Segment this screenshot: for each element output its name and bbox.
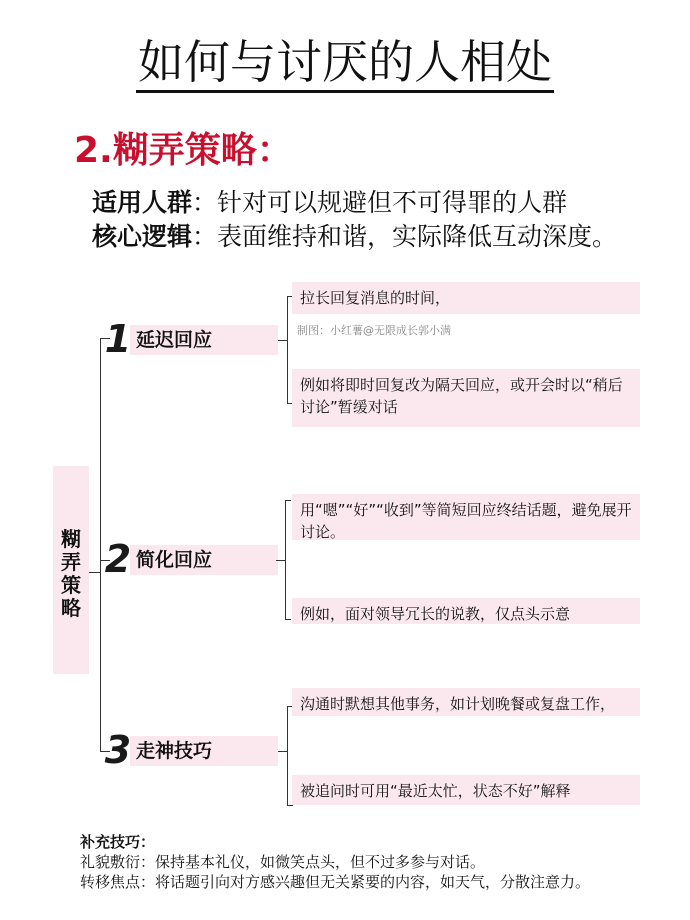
audience-text: ：针对可以规避但不可得罪的人群: [192, 188, 568, 217]
branch-2-bracket: [285, 500, 286, 620]
watermark: 制图：小红薯@无限成长郭小满: [297, 324, 451, 337]
root-node: [53, 466, 89, 674]
leaf-3b: 被追问时可用“最近太忙，状态不好”解释: [292, 775, 640, 805]
branch-2-tick-a: [285, 500, 291, 501]
supplement-heading: 补充技巧：: [80, 833, 156, 851]
branch-number: 2: [104, 537, 132, 581]
audience-label: 适用人群: [92, 188, 193, 217]
supplement-line: 礼貌敷衍：保持基本礼仪，如微笑点头，但不过多参与对话。: [80, 853, 486, 871]
logic-text: ：表面维持和谐，实际降低互动深度。: [192, 222, 618, 251]
leaf-2b: 例如，面对领导冗长的说教，仅点头示意: [292, 598, 640, 624]
logic-line: [92, 220, 617, 254]
branch-3: [104, 728, 276, 772]
trunk-line: [100, 338, 101, 752]
supplement-line: 转移焦点：将话题引向对方感兴趣但无关紧要的内容，如天气，分散注意力。: [80, 873, 591, 891]
branch-1: [104, 317, 276, 361]
branch-label: 走神技巧: [136, 740, 213, 762]
branch-label: 延迟回应: [136, 329, 213, 351]
branch-2-tick-b: [285, 619, 291, 620]
branch-number: 1: [104, 317, 132, 361]
branch-number: 3: [104, 728, 132, 772]
leaf-1a: 拉长回复消息的时间，: [292, 282, 640, 314]
leaf-3a: 沟通时默想其他事务，如计划晚餐或复盘工作，: [292, 688, 640, 716]
leaf-1b: 例如将即时回复改为隔天回应，或开会时以“稍后讨论”暂缓对话: [292, 369, 640, 427]
audience-line: [92, 186, 567, 220]
logic-label: 核心逻辑: [92, 222, 193, 251]
supplement: [80, 832, 590, 892]
branch-3-bracket: [287, 706, 288, 806]
branch-1-bracket: [287, 296, 288, 404]
branch-label: 简化回应: [136, 549, 213, 571]
leaf-2a: 用“嗯”“好”“收到”等简短回应终结话题，避免展开讨论。: [292, 494, 640, 540]
section-heading: 2.糊弄策略：: [74, 130, 293, 171]
page-title: 如何与讨厌的人相处: [0, 32, 690, 92]
root-label: 糊 弄 策 略: [61, 527, 81, 620]
branch-3-tick-b: [287, 805, 293, 806]
branch-2: [104, 537, 276, 581]
